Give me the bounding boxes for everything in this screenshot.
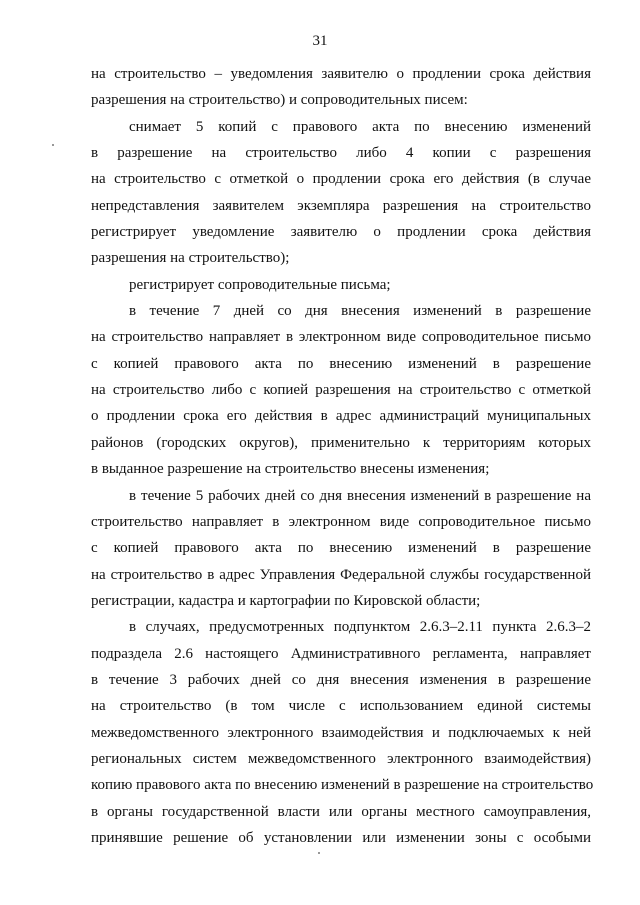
- text-line: разрешения на строительство) и сопроводительных писем:: [91, 92, 468, 109]
- text-line: копию правового акта по внесению изменений в разрешение на строительство: [91, 777, 594, 794]
- text-line: в органы государственной власти или органы местного самоуправления,: [91, 803, 591, 820]
- document-body: [91, 61, 594, 851]
- text-line: на строительство – уведомления заявителю о продлении срока действия: [91, 66, 591, 82]
- text-line: в течение 7 дней со дня внесения изменений в разрешение: [129, 303, 591, 320]
- paragraph: [91, 483, 591, 615]
- paragraph: [91, 298, 591, 482]
- text-line: районов (городских округов), применительно к территориям которых: [91, 434, 591, 451]
- text-line: на строительство направляет в электронном виде сопроводительное письмо: [91, 329, 591, 346]
- text-line: на строительство (в том числе с использованием единой системы: [91, 698, 591, 715]
- text-line: на строительство в адрес Управления Федеральной службы государственной: [91, 566, 591, 583]
- text-line: на строительство либо с копией разрешения на строительство с отметкой: [91, 382, 591, 399]
- paragraph: [91, 61, 591, 114]
- text-line: регистрирует сопроводительные письма;: [129, 276, 391, 293]
- text-line: регистрирует уведомление заявителю о продлении срока действия: [91, 224, 591, 241]
- text-line: непредставления заявителем экземпляра разрешения на строительство: [91, 197, 591, 214]
- text-line: о продлении срока его действия в адрес администраций муниципальных: [91, 408, 591, 425]
- text-line: строительство направляет в электронном виде сопроводительное письмо: [91, 513, 591, 530]
- page-number: 31: [312, 33, 328, 49]
- text-line: в разрешение на строительство либо 4 копии с разрешения: [91, 145, 591, 162]
- paragraph: [91, 614, 594, 851]
- text-line: принявшие решение об установлении или изменении зоны с особыми: [91, 829, 591, 846]
- text-line: с копией правового акта по внесению изменений в разрешение: [91, 540, 591, 557]
- text-line: региональных систем межведомственного электронного взаимодействия): [91, 750, 591, 767]
- scan-artifact: [318, 852, 320, 854]
- text-line: с копией правового акта по внесению изменений в разрешение: [91, 355, 591, 372]
- text-line: межведомственного электронного взаимодействия и подключаемых к ней: [91, 724, 591, 741]
- text-line: разрешения на строительство);: [91, 250, 290, 267]
- scan-artifact: [52, 144, 54, 146]
- text-line: в течение 5 рабочих дней со дня внесения изменений в разрешение на: [129, 487, 591, 504]
- text-line: регистрации, кадастра и картографии по Кировской области;: [91, 592, 481, 609]
- text-line: в случаях, предусмотренных подпунктом 2.6.3–2.11 пункта 2.6.3–2: [129, 619, 591, 636]
- paragraph: [91, 114, 591, 272]
- text-line: подраздела 2.6 настоящего Административного регламента, направляет: [91, 645, 591, 662]
- text-line: в выданное разрешение на строительство внесены изменения;: [91, 461, 490, 478]
- text-line: в течение 3 рабочих дней со дня внесения изменения в разрешение: [91, 671, 591, 688]
- text-line: снимает 5 копий с правового акта по внесению изменений: [129, 118, 591, 135]
- paragraph: [91, 272, 591, 298]
- text-line: на строительство с отметкой о продлении срока его действия (в случае: [91, 171, 591, 188]
